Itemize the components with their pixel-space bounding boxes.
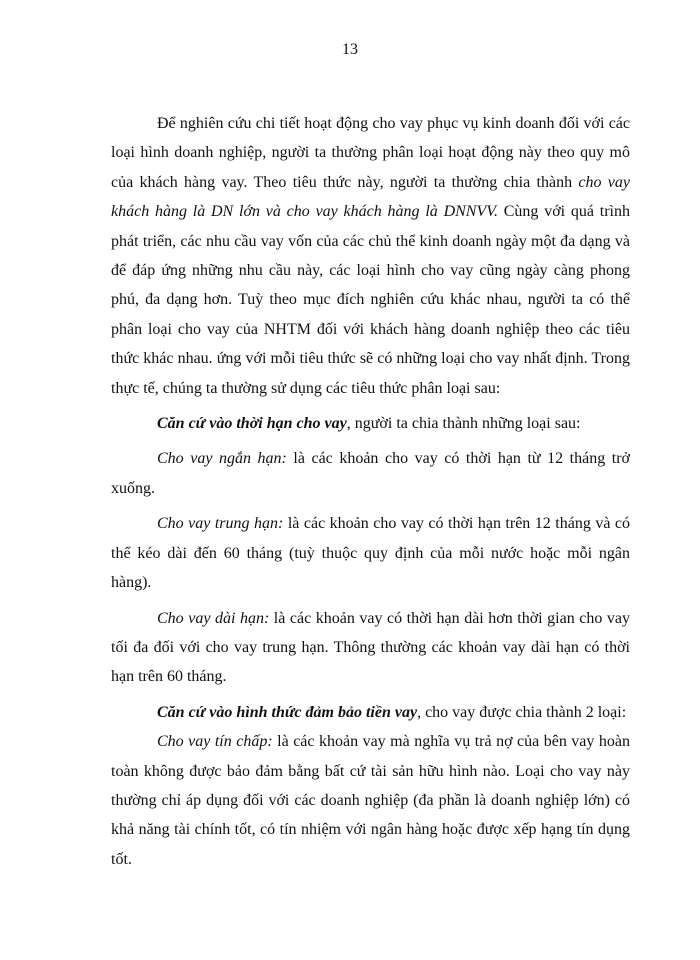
body-text xyxy=(111,109,630,874)
paragraph-text: , người ta chia thành những loại sau: xyxy=(346,415,581,433)
paragraph-text: là các khoản cho vay có thời hạn trên 12 tháng và có thể kéo dài đến 60 tháng (tuỳ thuộc quy định của mỗi nước hoặc mỗi ngân hàng). xyxy=(111,515,631,592)
paragraph-criteria-term xyxy=(111,409,630,438)
paragraph-text: Cùng với quá trình phát triển, các nhu cầu vay vốn của các chủ thể kinh doanh ngày một đa dạng và để đáp ứng những nhu cầu này, các loại hình cho vay cũng ngày càng phong phú, đa dạng hơn. Tuỳ theo mục đích nghiên cứu khác nhau, người ta có thể phân loại cho vay của NHTM đối với khách hàng doanh nghiệp theo các tiêu thức khác nhau. ứng với mỗi tiêu thức sẽ có những loại cho vay nhất định. Trong thực tế, chúng ta thường sử dụng các tiêu thức phân loại sau: xyxy=(111,203,630,397)
paragraph-text: là các khoản cho vay có thời hạn từ 12 tháng trở xuống. xyxy=(111,450,631,497)
paragraph-criteria-collateral xyxy=(111,698,630,727)
term-label: Cho vay tín chấp: xyxy=(157,733,273,751)
paragraph-text: Để nghiên cứu chi tiết hoạt động cho vay phục vụ kinh doanh đối với các loại hình doanh nghiệp, người ta thường phân loại hoạt động này theo quy mô của khách hàng vay. Theo tiêu thức này, người ta thường chia thành xyxy=(111,115,630,191)
term-label: Cho vay dài hạn: xyxy=(157,609,270,627)
paragraph-text: là các khoản vay có thời hạn dài hơn thời gian cho vay tối đa đối với cho vay trung hạn. Thông thường các khoản vay dài hạn có thời hạn trên 60 tháng. xyxy=(111,609,630,686)
page-number: 13 xyxy=(342,41,358,58)
paragraph-medium-term xyxy=(111,509,630,597)
paragraph-unsecured xyxy=(111,727,630,874)
term-label: Cho vay trung hạn: xyxy=(157,515,284,533)
paragraph-intro xyxy=(111,109,630,403)
paragraph-text: là các khoản vay mà nghĩa vụ trả nợ của bên vay hoàn toàn không được bảo đảm bằng bất cứ tài sản hữu hình nào. Loại cho vay này thường chỉ áp dụng đối với các doanh nghiệp (đa phần là doanh nghiệp lớn) có khả năng tài chính tốt, có tín nhiệm với ngân hàng hoặc được xếp hạng tín dụng tốt. xyxy=(111,733,630,868)
criteria-heading: Căn cứ vào thời hạn cho vay xyxy=(157,415,347,433)
paragraph-short-term xyxy=(111,444,630,503)
term-label: Cho vay ngắn hạn: xyxy=(157,450,287,468)
paragraph-long-term xyxy=(111,604,630,692)
paragraph-text: , cho vay được chia thành 2 loại: xyxy=(417,703,627,721)
criteria-heading: Căn cứ vào hình thức đảm bảo tiền vay xyxy=(157,703,418,721)
italic-phrase: cho vay khách hàng là DN lớn và cho vay khách hàng là DNNVV. xyxy=(111,173,631,221)
